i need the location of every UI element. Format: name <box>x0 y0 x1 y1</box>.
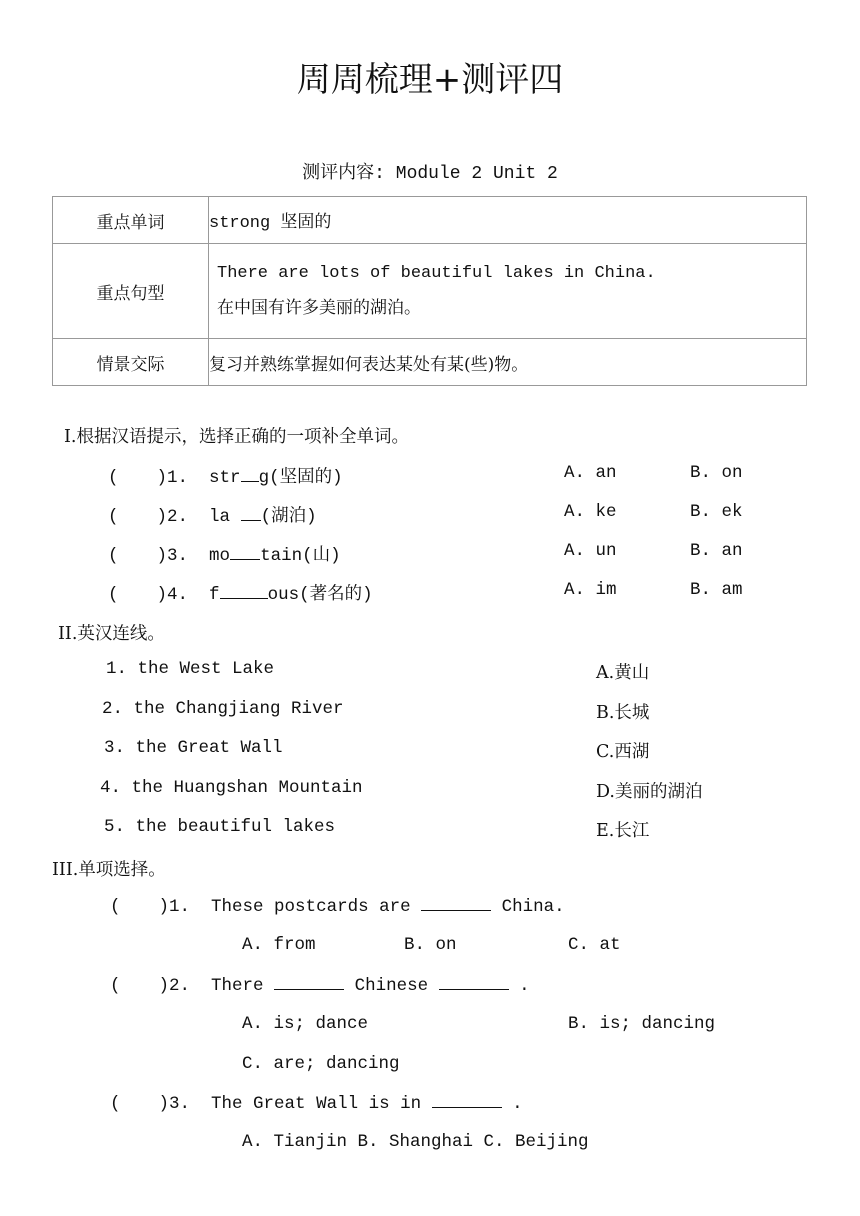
answer-paren: ( <box>108 468 119 488</box>
section2-heading: II.英汉连线。 <box>58 624 165 644</box>
table-row <box>53 339 807 386</box>
section1-heading: I.根据汉语提示，选择正确的一项补全单词。 <box>64 427 409 447</box>
row-line: strong 坚固的 <box>209 214 332 233</box>
word-suffix: ous(著名的) <box>267 585 373 605</box>
row-label: 重点单词 <box>53 197 209 244</box>
option-b: B. on <box>690 463 743 483</box>
match-right-item: C.西湖 <box>596 742 650 762</box>
answer-paren: ( <box>108 507 119 527</box>
item-number: )2. <box>156 507 189 527</box>
question-text: . <box>512 1094 523 1114</box>
option-a: A. im <box>564 580 617 600</box>
row-value <box>209 244 807 339</box>
option-b: B. am <box>690 580 743 600</box>
row-label: 情景交际 <box>53 339 209 386</box>
match-right-item: B.长城 <box>596 703 650 723</box>
question-text: . <box>519 976 530 996</box>
blank <box>220 584 268 599</box>
item-number: )4. <box>156 585 189 605</box>
item-number: )2. <box>158 976 191 996</box>
blank <box>421 896 491 911</box>
answer-paren: ( <box>110 976 121 996</box>
table-row <box>53 197 807 244</box>
row-value <box>209 197 807 244</box>
question-text: Chinese <box>354 976 429 996</box>
answer-paren: ( <box>108 585 119 605</box>
row-line: There are lots of beautiful lakes in China. <box>217 264 656 283</box>
summary-table <box>52 196 807 386</box>
table-row <box>53 244 807 339</box>
word-prefix: f <box>209 585 220 605</box>
question-3 <box>110 1093 523 1114</box>
match-left-item: 4. the Huangshan Mountain <box>100 778 363 798</box>
blank <box>274 975 344 990</box>
option-a: A. from <box>242 935 316 955</box>
list-item <box>108 541 341 566</box>
option-b: B. on <box>404 935 457 955</box>
blank <box>439 975 509 990</box>
item-number: )3. <box>158 1094 191 1114</box>
match-left-item: 5. the beautiful lakes <box>104 817 336 837</box>
match-left-item: 3. the Great Wall <box>104 738 283 758</box>
page-title: 周周梳理+测评四 <box>296 60 564 100</box>
word-prefix: la <box>209 507 241 527</box>
option-c: C. are; dancing <box>242 1054 400 1074</box>
section3-heading: III.单项选择。 <box>52 860 166 880</box>
list-item <box>108 502 317 527</box>
word-suffix: (湖泊) <box>260 507 317 527</box>
row-line: 在中国有许多美丽的湖泊。 <box>217 298 421 318</box>
question-text: China. <box>501 897 565 917</box>
answer-paren: ( <box>110 1094 121 1114</box>
word-suffix: tain(山) <box>260 546 341 566</box>
item-number: )1. <box>158 897 191 917</box>
match-right-item: D.美丽的湖泊 <box>596 782 703 802</box>
row-value <box>209 339 807 386</box>
row-line: 复习并熟练掌握如何表达某处有某(些)物。 <box>209 354 529 375</box>
option-c: C. at <box>568 935 621 955</box>
item-number: )1. <box>156 468 189 488</box>
option-b: B. an <box>690 541 743 561</box>
answer-paren: ( <box>110 897 121 917</box>
option-a: A. un <box>564 541 617 561</box>
blank <box>241 506 261 521</box>
list-item <box>108 463 343 488</box>
row-label: 重点句型 <box>53 244 209 339</box>
blank <box>230 545 260 560</box>
question-text: There <box>211 976 264 996</box>
match-left-item: 1. the West Lake <box>106 659 275 679</box>
question-2 <box>110 975 530 996</box>
page-subtitle: 测评内容: Module 2 Unit 2 <box>302 164 558 184</box>
question-text: The Great Wall is in <box>211 1094 422 1114</box>
question-text: These postcards are <box>211 897 411 917</box>
option-a: A. is; dance <box>242 1014 369 1034</box>
list-item <box>108 580 373 605</box>
match-right-item: E.长江 <box>596 821 650 841</box>
word-prefix: mo <box>209 546 231 566</box>
option-a: A. an <box>564 463 617 483</box>
question-3-options: A. Tianjin B. Shanghai C. Beijing <box>242 1132 589 1152</box>
option-b: B. ek <box>690 502 743 522</box>
item-number: )3. <box>156 546 189 566</box>
blank <box>432 1093 502 1108</box>
word-suffix: g(坚固的) <box>258 468 343 488</box>
option-b: B. is; dancing <box>568 1014 716 1034</box>
option-a: A. ke <box>564 502 617 522</box>
blank <box>241 467 259 482</box>
match-left-item: 2. the Changjiang River <box>102 699 344 719</box>
match-right-item: A.黄山 <box>596 663 650 683</box>
word-prefix: str <box>209 468 241 488</box>
answer-paren: ( <box>108 546 119 566</box>
question-1 <box>110 896 565 917</box>
